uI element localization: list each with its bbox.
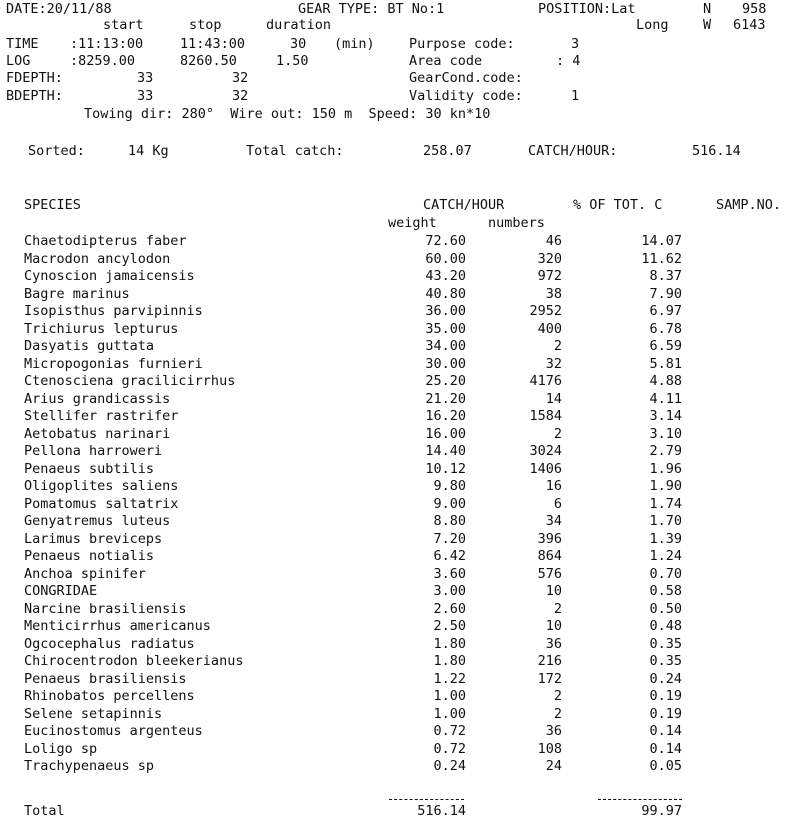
row-weight: 0.72 bbox=[433, 723, 466, 739]
row-numbers: 14 bbox=[545, 391, 562, 407]
row-pct: 0.48 bbox=[649, 618, 682, 634]
row-pct: 1.70 bbox=[649, 513, 682, 529]
fdepth-stop: 32 bbox=[232, 70, 249, 86]
row-numbers: 2 bbox=[553, 706, 562, 722]
row-pct: 6.78 bbox=[649, 321, 682, 337]
row-weight: 9.80 bbox=[433, 478, 466, 494]
row-numbers: 6 bbox=[553, 496, 562, 512]
row-numbers: 1406 bbox=[529, 461, 562, 477]
row-weight: 10.12 bbox=[425, 461, 466, 477]
log-label: LOG bbox=[6, 53, 31, 69]
row-numbers: 2952 bbox=[529, 303, 562, 319]
row-weight: 25.20 bbox=[425, 373, 466, 389]
total-catch-label: Total catch: bbox=[246, 143, 344, 159]
row-species: Cynoscion jamaicensis bbox=[24, 268, 195, 284]
long-value: 6143 bbox=[733, 17, 766, 33]
row-numbers: 320 bbox=[537, 251, 562, 267]
row-weight: 3.00 bbox=[433, 583, 466, 599]
log-start: :8259.00 bbox=[70, 53, 136, 69]
date-text: DATE:20/11/88 bbox=[6, 1, 112, 17]
row-species: Trachypenaeus sp bbox=[24, 758, 155, 774]
row-pct: 3.14 bbox=[649, 408, 682, 424]
row-numbers: 216 bbox=[537, 653, 562, 669]
row-species: Arius grandicassis bbox=[24, 391, 171, 407]
col-species-header: SPECIES bbox=[24, 197, 81, 213]
row-numbers: 16 bbox=[545, 478, 562, 494]
row-pct: 0.35 bbox=[649, 636, 682, 652]
row-weight: 6.42 bbox=[433, 548, 466, 564]
row-weight: 8.80 bbox=[433, 513, 466, 529]
row-pct: 0.19 bbox=[649, 688, 682, 704]
row-weight: 72.60 bbox=[425, 233, 466, 249]
col-catch-hour-header: CATCH/HOUR bbox=[423, 197, 505, 213]
row-species: Eucinostomus argenteus bbox=[24, 723, 203, 739]
catch-per-hour-value: 516.14 bbox=[692, 143, 741, 159]
row-weight: 40.80 bbox=[425, 286, 466, 302]
row-numbers: 1584 bbox=[529, 408, 562, 424]
row-species: Chirocentrodon bleekerianus bbox=[24, 653, 244, 669]
col-stop-label: stop bbox=[189, 17, 222, 33]
row-species: Macrodon ancylodon bbox=[24, 251, 171, 267]
row-numbers: 172 bbox=[537, 671, 562, 687]
row-species: Rhinobatos percellens bbox=[24, 688, 195, 704]
row-pct: 0.50 bbox=[649, 601, 682, 617]
row-weight: 43.20 bbox=[425, 268, 466, 284]
col-duration-label: duration bbox=[266, 17, 332, 33]
long-label: Long bbox=[636, 17, 669, 33]
row-pct: 0.24 bbox=[649, 671, 682, 687]
row-numbers: 972 bbox=[537, 268, 562, 284]
row-weight: 9.00 bbox=[433, 496, 466, 512]
row-weight: 1.00 bbox=[433, 688, 466, 704]
row-pct: 0.14 bbox=[649, 723, 682, 739]
row-pct: 1.39 bbox=[649, 531, 682, 547]
total-pct-rule bbox=[598, 799, 682, 800]
row-species: Stellifer rastrifer bbox=[24, 408, 179, 424]
row-weight: 60.00 bbox=[425, 251, 466, 267]
lat-value: 958 bbox=[742, 1, 767, 17]
row-pct: 4.88 bbox=[649, 373, 682, 389]
row-weight: 1.80 bbox=[433, 653, 466, 669]
row-pct: 1.90 bbox=[649, 478, 682, 494]
row-pct: 5.81 bbox=[649, 356, 682, 372]
total-weight-rule bbox=[389, 799, 464, 800]
row-numbers: 108 bbox=[537, 741, 562, 757]
purpose-code-label: Purpose code: bbox=[409, 36, 515, 52]
row-species: Ctenosciena gracilicirrhus bbox=[24, 373, 236, 389]
row-pct: 0.70 bbox=[649, 566, 682, 582]
row-pct: 14.07 bbox=[641, 233, 682, 249]
row-pct: 4.11 bbox=[649, 391, 682, 407]
bdepth-label: BDEPTH: bbox=[6, 88, 63, 104]
row-species: Menticirrhus americanus bbox=[24, 618, 211, 634]
row-numbers: 396 bbox=[537, 531, 562, 547]
row-weight: 2.50 bbox=[433, 618, 466, 634]
total-catch-value: 258.07 bbox=[423, 143, 472, 159]
time-start: :11:13:00 bbox=[70, 36, 144, 52]
row-weight: 21.20 bbox=[425, 391, 466, 407]
row-weight: 30.00 bbox=[425, 356, 466, 372]
area-code-value: : 4 bbox=[556, 53, 581, 69]
row-numbers: 38 bbox=[545, 286, 562, 302]
row-numbers: 10 bbox=[545, 618, 562, 634]
row-pct: 11.62 bbox=[641, 251, 682, 267]
col-sample-no-header: SAMP.NO. bbox=[716, 197, 782, 213]
row-numbers: 10 bbox=[545, 583, 562, 599]
row-pct: 3.10 bbox=[649, 426, 682, 442]
long-hemisphere: W bbox=[703, 17, 712, 33]
row-species: Larimus breviceps bbox=[24, 531, 163, 547]
lat-hemisphere: N bbox=[703, 1, 712, 17]
row-species: Oligoplites saliens bbox=[24, 478, 179, 494]
row-pct: 1.74 bbox=[649, 496, 682, 512]
fdepth-label: FDEPTH: bbox=[6, 70, 63, 86]
bdepth-start: 33 bbox=[137, 88, 154, 104]
total-weight-value: 516.14 bbox=[417, 803, 466, 819]
row-weight: 1.22 bbox=[433, 671, 466, 687]
row-numbers: 46 bbox=[545, 233, 562, 249]
row-weight: 35.00 bbox=[425, 321, 466, 337]
row-pct: 0.14 bbox=[649, 741, 682, 757]
row-weight: 16.00 bbox=[425, 426, 466, 442]
row-pct: 0.35 bbox=[649, 653, 682, 669]
row-numbers: 400 bbox=[537, 321, 562, 337]
row-pct: 7.90 bbox=[649, 286, 682, 302]
row-weight: 1.00 bbox=[433, 706, 466, 722]
row-numbers: 4176 bbox=[529, 373, 562, 389]
row-weight: 16.20 bbox=[425, 408, 466, 424]
subcol-numbers-header: numbers bbox=[488, 215, 545, 231]
row-species: Bagre marinus bbox=[24, 286, 130, 302]
row-species: Penaeus subtilis bbox=[24, 461, 155, 477]
row-weight: 1.80 bbox=[433, 636, 466, 652]
row-numbers: 34 bbox=[545, 513, 562, 529]
row-numbers: 2 bbox=[553, 426, 562, 442]
row-pct: 0.05 bbox=[649, 758, 682, 774]
row-species: Chaetodipterus faber bbox=[24, 233, 187, 249]
sorted-value: 14 Kg bbox=[128, 143, 169, 159]
row-species: Pellona harroweri bbox=[24, 443, 163, 459]
purpose-code-value: 3 bbox=[571, 36, 580, 52]
row-weight: 0.24 bbox=[433, 758, 466, 774]
total-label: Total bbox=[24, 803, 65, 819]
row-numbers: 3024 bbox=[529, 443, 562, 459]
row-pct: 8.37 bbox=[649, 268, 682, 284]
row-species: Selene setapinnis bbox=[24, 706, 163, 722]
row-numbers: 576 bbox=[537, 566, 562, 582]
sorted-label: Sorted: bbox=[28, 143, 85, 159]
log-duration: 1.50 bbox=[276, 53, 309, 69]
col-pct-total-header: % OF TOT. C bbox=[573, 197, 663, 213]
row-numbers: 864 bbox=[537, 548, 562, 564]
row-numbers: 32 bbox=[545, 356, 562, 372]
row-species: Penaeus brasiliensis bbox=[24, 671, 187, 687]
row-species: Ogcocephalus radiatus bbox=[24, 636, 195, 652]
row-species: CONGRIDAE bbox=[24, 583, 98, 599]
row-pct: 1.24 bbox=[649, 548, 682, 564]
position-label: POSITION:Lat bbox=[538, 1, 636, 17]
time-label: TIME bbox=[6, 36, 39, 52]
area-code-label: Area code bbox=[409, 53, 483, 69]
towing-info: Towing dir: 280° Wire out: 150 m Speed: 30 kn*10 bbox=[84, 106, 491, 122]
row-weight: 36.00 bbox=[425, 303, 466, 319]
row-weight: 2.60 bbox=[433, 601, 466, 617]
time-stop: 11:43:00 bbox=[180, 36, 246, 52]
row-pct: 0.58 bbox=[649, 583, 682, 599]
row-numbers: 2 bbox=[553, 601, 562, 617]
row-species: Pomatomus saltatrix bbox=[24, 496, 179, 512]
row-species: Anchoa spinifer bbox=[24, 566, 146, 582]
row-pct: 1.96 bbox=[649, 461, 682, 477]
row-species: Genyatremus luteus bbox=[24, 513, 171, 529]
log-stop: 8260.50 bbox=[180, 53, 237, 69]
row-weight: 7.20 bbox=[433, 531, 466, 547]
row-pct: 6.59 bbox=[649, 338, 682, 354]
row-species: Penaeus notialis bbox=[24, 548, 155, 564]
row-weight: 0.72 bbox=[433, 741, 466, 757]
bdepth-stop: 32 bbox=[232, 88, 249, 104]
gear-type-text: GEAR TYPE: BT No:1 bbox=[298, 1, 445, 17]
row-numbers: 2 bbox=[553, 338, 562, 354]
row-pct: 2.79 bbox=[649, 443, 682, 459]
row-species: Trichiurus lepturus bbox=[24, 321, 179, 337]
gearcond-code-label: GearCond.code: bbox=[409, 70, 523, 86]
row-weight: 14.40 bbox=[425, 443, 466, 459]
fdepth-start: 33 bbox=[137, 70, 154, 86]
row-species: Micropogonias furnieri bbox=[24, 356, 203, 372]
row-species: Dasyatis guttata bbox=[24, 338, 155, 354]
row-species: Narcine brasiliensis bbox=[24, 601, 187, 617]
time-duration: 30 bbox=[290, 36, 307, 52]
row-weight: 34.00 bbox=[425, 338, 466, 354]
validity-code-value: 1 bbox=[571, 88, 580, 104]
row-species: Aetobatus narinari bbox=[24, 426, 171, 442]
row-numbers: 36 bbox=[545, 723, 562, 739]
validity-code-label: Validity code: bbox=[409, 88, 523, 104]
catch-per-hour-label: CATCH/HOUR: bbox=[528, 143, 618, 159]
row-species: Loligo sp bbox=[24, 741, 98, 757]
total-pct-value: 99.97 bbox=[641, 803, 682, 819]
row-pct: 6.97 bbox=[649, 303, 682, 319]
subcol-weight-header: weight bbox=[388, 215, 437, 231]
row-numbers: 2 bbox=[553, 688, 562, 704]
col-start-label: start bbox=[103, 17, 144, 33]
row-numbers: 24 bbox=[545, 758, 562, 774]
row-species: Isopisthus parvipinnis bbox=[24, 303, 203, 319]
time-unit: (min) bbox=[334, 36, 375, 52]
row-pct: 0.19 bbox=[649, 706, 682, 722]
row-weight: 3.60 bbox=[433, 566, 466, 582]
row-numbers: 36 bbox=[545, 636, 562, 652]
